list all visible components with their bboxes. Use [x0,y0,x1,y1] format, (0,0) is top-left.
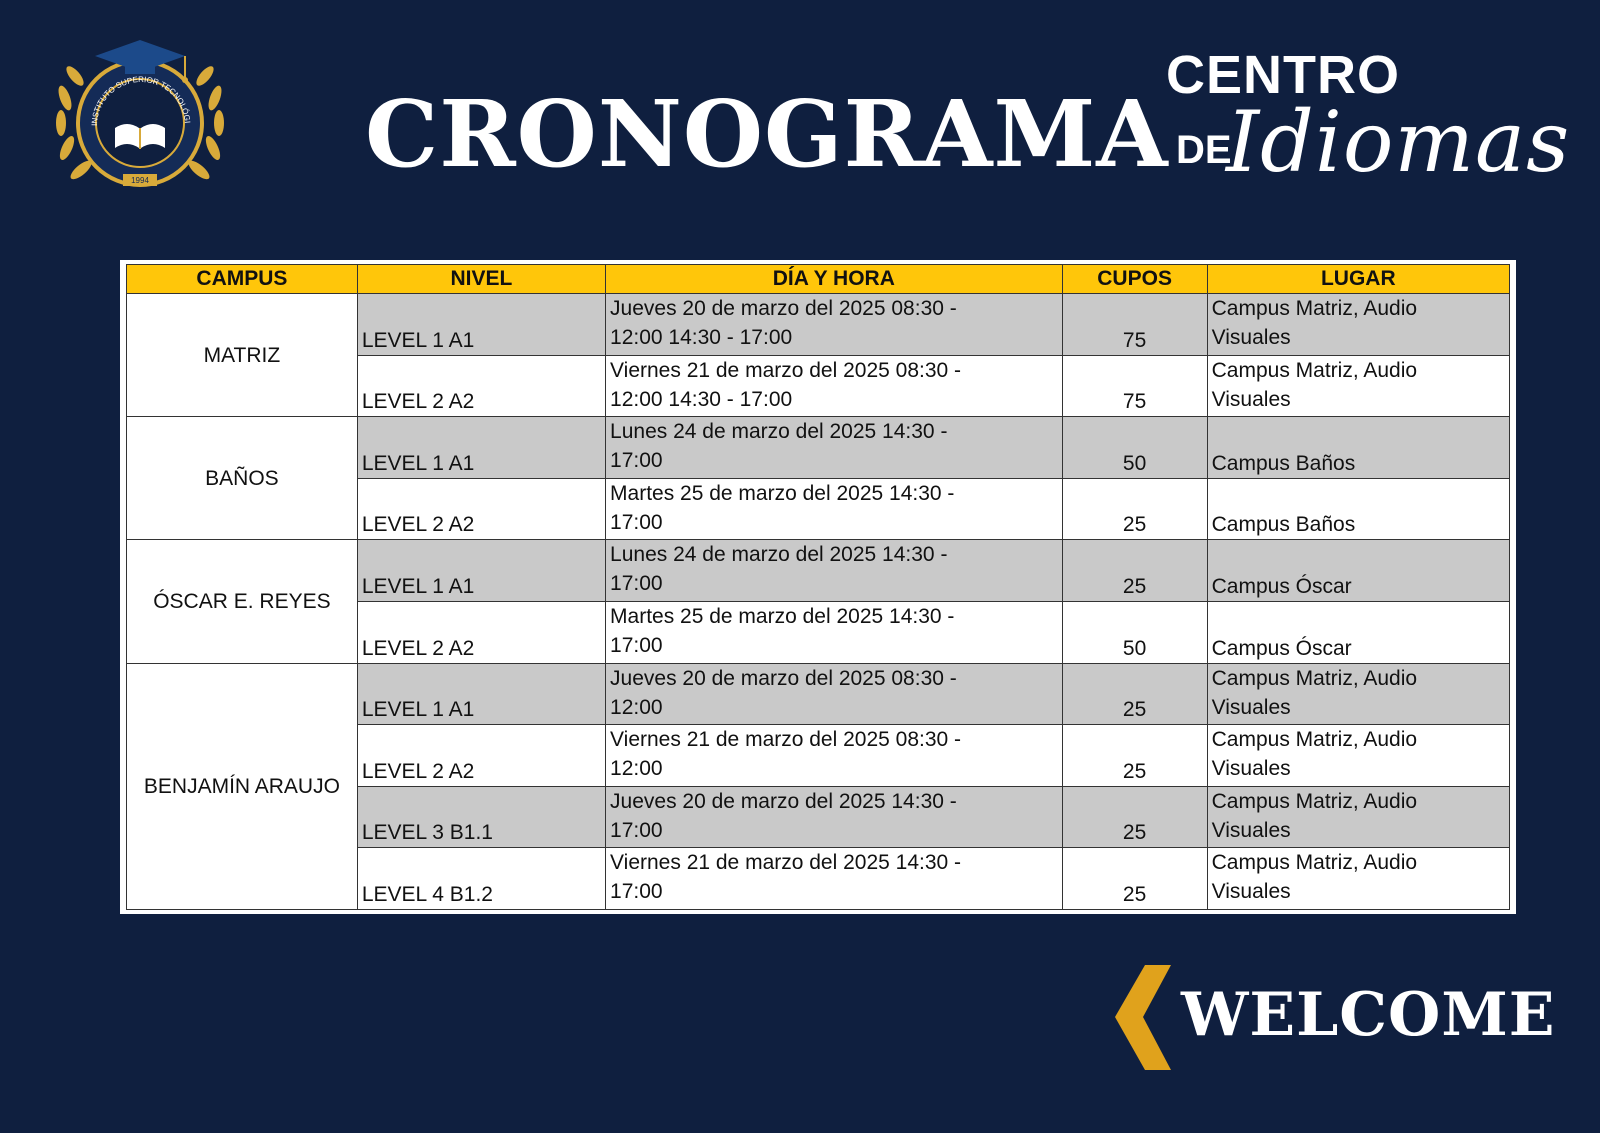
lugar-line-2: Visuales [1211,818,1291,842]
cupos-cell: 25 [1062,786,1207,848]
seal-emblem-icon [45,28,235,193]
dia-cell [606,478,1063,540]
dia-line-2: 17:00 [610,880,663,904]
dia-cell [606,663,1063,725]
cupos-cell: 50 [1062,417,1207,479]
cupos-cell: 75 [1062,294,1207,356]
dia-line-2: 17:00 [610,633,663,657]
nivel-cell: LEVEL 4 B1.2 [357,848,605,910]
header-nivel: NIVEL [357,265,605,294]
nivel-cell: LEVEL 1 A1 [357,540,605,602]
lugar-cell: Campus Óscar [1207,540,1509,602]
lugar-line-2: Visuales [1211,695,1291,719]
lugar-line-1: Campus Matriz, Audio [1211,789,1418,813]
lugar-cell: Campus Baños [1207,478,1509,540]
dia-cell [606,355,1063,417]
lugar-line-1: Campus Matriz, Audio [1211,728,1418,752]
dia-line-1: Lunes 24 de marzo del 2025 14:30 - [610,420,948,444]
dia-line-1: Viernes 21 de marzo del 2025 08:30 - [610,728,962,752]
brand-de: DE [1176,128,1232,172]
lugar-cell [1207,355,1509,417]
dia-cell [606,848,1063,910]
cupos-cell: 50 [1062,601,1207,663]
institute-logo [45,28,235,193]
header-cupos: CUPOS [1062,265,1207,294]
dia-line-2: 17:00 [610,510,663,534]
schedule-table-container [120,260,1516,914]
lugar-cell [1207,725,1509,787]
centro-de-idiomas-brand [1160,45,1571,208]
dia-line-2: 12:00 14:30 - 17:00 [610,326,793,349]
nivel-cell: LEVEL 2 A2 [357,725,605,787]
dia-line-1: Viernes 21 de marzo del 2025 08:30 - [610,358,962,382]
table-row [127,417,1510,479]
dia-line-2: 17:00 [610,818,663,842]
campus-cell: BAÑOS [127,417,358,540]
campus-cell: ÓSCAR E. REYES [127,540,358,663]
lugar-line-1: Campus Matriz, Audio [1211,297,1418,320]
dia-line-2: 17:00 [610,449,663,473]
lugar-line-2: Visuales [1211,387,1291,411]
dia-line-1: Jueves 20 de marzo del 2025 08:30 - [610,666,957,690]
table-row [127,294,1510,356]
chevron-left-icon [1115,965,1175,1070]
dia-line-1: Lunes 24 de marzo del 2025 14:30 - [610,543,948,567]
seal-ring-text: INSTITUTO SUPERIOR TECNOLÓGI [89,74,192,127]
dia-line-1: Jueves 20 de marzo del 2025 14:30 - [610,789,957,813]
dia-line-1: Jueves 20 de marzo del 2025 08:30 - [610,297,957,320]
lugar-line-2: Visuales [1211,757,1291,781]
dia-line-1: Viernes 21 de marzo del 2025 14:30 - [610,851,962,875]
dia-line-2: 17:00 [610,572,663,596]
lugar-line-1: Campus Matriz, Audio [1211,666,1418,690]
cupos-cell: 25 [1062,540,1207,602]
cupos-cell: 25 [1062,663,1207,725]
lugar-line-2: Visuales [1211,880,1291,904]
nivel-cell: LEVEL 1 A1 [357,417,605,479]
dia-cell [606,601,1063,663]
welcome-text: WELCOME [1181,980,1556,1050]
lugar-cell: Campus Óscar [1207,601,1509,663]
header-campus: CAMPUS [127,265,358,294]
brand-idiomas: Idiomas [1226,93,1571,191]
lugar-cell [1207,848,1509,910]
brand-centro: CENTRO [1166,45,1400,105]
dia-line-2: 12:00 [610,757,663,781]
table-header-row [127,265,1510,294]
dia-line-2: 12:00 [610,695,663,719]
welcome-banner [1115,965,1556,1070]
lugar-line-1: Campus Matriz, Audio [1211,851,1418,875]
cupos-cell: 25 [1062,478,1207,540]
cupos-cell: 25 [1062,848,1207,910]
lugar-cell [1207,786,1509,848]
seal-year: 1994 [131,176,149,185]
table-row [127,663,1510,725]
dia-cell [606,294,1063,356]
nivel-cell: LEVEL 1 A1 [357,663,605,725]
dia-cell [606,417,1063,479]
dia-line-1: Martes 25 de marzo del 2025 14:30 - [610,481,955,505]
table-row [127,540,1510,602]
campus-cell: MATRIZ [127,294,358,417]
header-lugar: LUGAR [1207,265,1509,294]
cupos-cell: 25 [1062,725,1207,787]
lugar-cell [1207,294,1509,356]
nivel-cell: LEVEL 1 A1 [357,294,605,356]
nivel-cell: LEVEL 2 A2 [357,601,605,663]
lugar-cell [1207,663,1509,725]
cupos-cell: 75 [1062,355,1207,417]
dia-line-1: Martes 25 de marzo del 2025 14:30 - [610,604,955,628]
lugar-line-1: Campus Matriz, Audio [1211,358,1418,382]
page-title: CRONOGRAMA [365,80,1169,188]
lugar-line-2: Visuales [1211,326,1291,349]
nivel-cell: LEVEL 3 B1.1 [357,786,605,848]
nivel-cell: LEVEL 2 A2 [357,478,605,540]
dia-cell [606,786,1063,848]
dia-cell [606,725,1063,787]
campus-cell: BENJAMÍN ARAUJO [127,663,358,909]
lugar-cell: Campus Baños [1207,417,1509,479]
dia-cell [606,540,1063,602]
dia-line-2: 12:00 14:30 - 17:00 [610,387,793,411]
nivel-cell: LEVEL 2 A2 [357,355,605,417]
schedule-table [126,264,1510,910]
header-dia-y-hora: DÍA Y HORA [606,265,1063,294]
